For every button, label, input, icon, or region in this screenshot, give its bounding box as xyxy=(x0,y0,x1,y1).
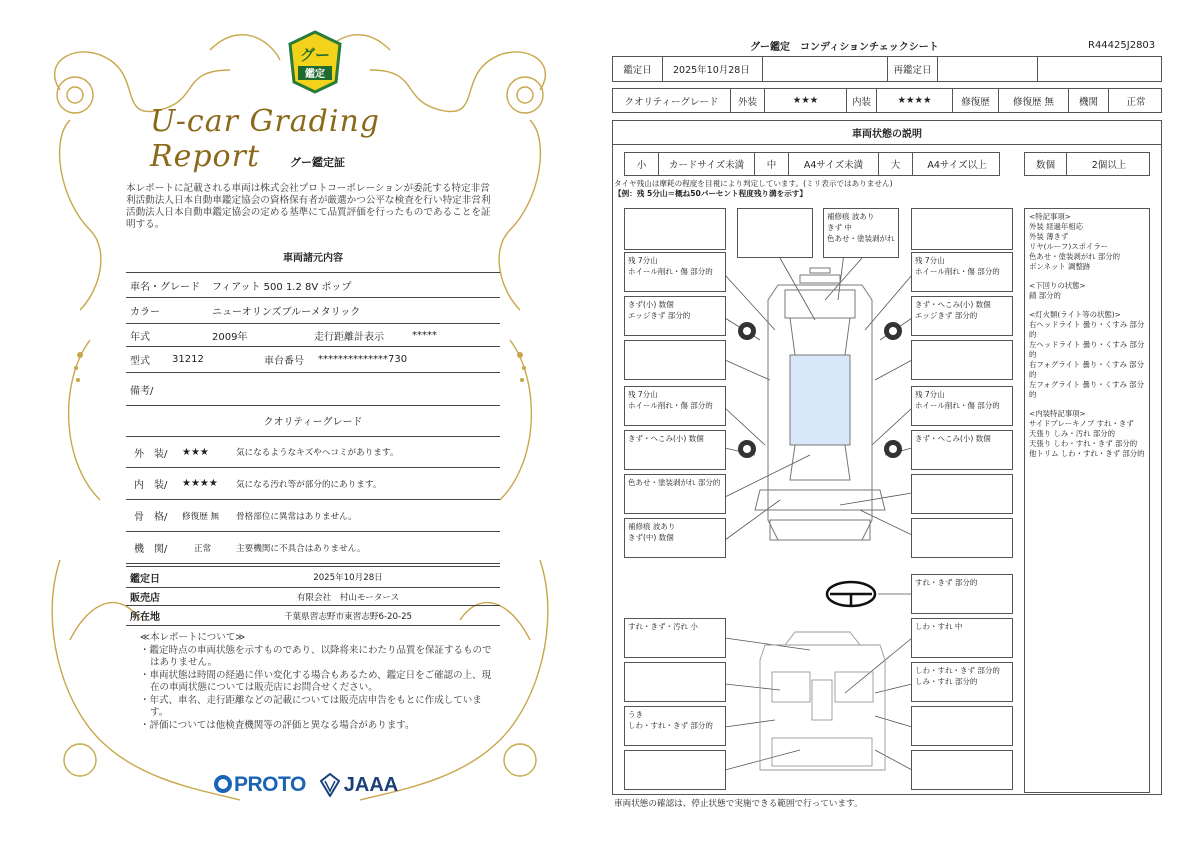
size-small: 小 xyxy=(625,153,659,175)
annotation-box: 残 7分山 ホイール削れ・傷 部分的 xyxy=(624,252,726,292)
date-spacer xyxy=(763,57,888,81)
annotation-box xyxy=(911,340,1013,380)
notes-section: <灯火類(ライト等の状態)> 右ヘッドライト 曇り・くすみ 部分的 左ヘッドライト 曇り・くすみ 部分的 右フォグライト 曇り・くすみ 部分的 左フォグライト 曇り・くすみ 部分的 xyxy=(1029,310,1145,399)
annotation-box: しわ・すれ・きず 部分的 しみ・すれ 部分的 xyxy=(911,662,1013,702)
reappraisal-value xyxy=(938,57,1038,81)
quality-row-interior xyxy=(126,468,500,500)
color-label: カラー xyxy=(130,307,160,318)
annotation-box: 補修痕 波あり きず 中 色あせ・塗装剥がれ xyxy=(823,208,899,258)
footer-note: 車両状態の確認は、停止状態で実施できる範囲で行っています。 xyxy=(614,799,863,809)
annotation-box xyxy=(624,208,726,250)
sheet-title: グー鑑定 コンディションチェックシート xyxy=(750,42,939,53)
shop-value: 有限会社 村山モータース xyxy=(296,592,400,603)
note-item: ・車両状態は時間の経過に伴い変化する場合もあるため、鑑定日をご確認の上、現在の車両状態については販売店にお問合せください。 xyxy=(140,669,492,693)
condition-check-sheet xyxy=(600,0,1200,848)
badge-text-bottom: 鑑定 xyxy=(305,69,325,80)
quality-comment: 骨格部位に異常はありません。 xyxy=(236,511,357,522)
notes-section: <特記事項> 外装 経過年相応 外装 薄きず リヤ(ルーフ)スポイラー 色あせ・塗装剥がれ 部分的 ボンネット 調整跡 xyxy=(1029,212,1121,271)
grade-row xyxy=(612,88,1162,113)
annotation-box xyxy=(911,474,1013,514)
annotation-box xyxy=(624,750,726,790)
tire-note xyxy=(614,179,893,199)
annotation-box: きず・へこみ(小) 数個 xyxy=(911,430,1013,470)
quality-label: 内 装/ xyxy=(134,480,168,491)
report-title: U-car Grading Report xyxy=(150,104,380,174)
certificate-heading: グー鑑定証 xyxy=(290,156,345,169)
date-value: 2025年10月28日 xyxy=(663,57,763,81)
spec-row-remarks xyxy=(126,373,500,406)
annotation-box xyxy=(911,518,1013,558)
condition-heading: 車両状態の説明 xyxy=(613,121,1161,145)
size-legend xyxy=(624,152,1000,176)
tire-note-line: 【例：残 5分山＝概ね50パーセント程度残り溝を示す】 xyxy=(614,189,807,198)
mileage-label: 走行距離計表示 xyxy=(314,331,384,343)
spec-heading: 車両諸元内容 xyxy=(283,253,343,264)
quality-grade: ★★★★ xyxy=(182,478,218,489)
jaaa-logo-icon xyxy=(320,773,340,797)
annotation-box xyxy=(911,208,1013,250)
shop-label: 販売店 xyxy=(130,593,160,604)
note-item: ・年式、車名、走行距離などの記載については販売店申告をもとに作成しています。 xyxy=(140,694,482,718)
tire-note-line: タイヤ残山は摩耗の程度を目視により判定しています。(ミリ表示ではありません) xyxy=(614,179,893,188)
repair-label: 修復歴 xyxy=(953,89,999,112)
year-value: 2009年 xyxy=(212,331,248,343)
size-large: 大 xyxy=(879,153,913,175)
quality-row-exterior xyxy=(126,436,500,468)
annotation-box: すれ・きず・汚れ 小 xyxy=(624,618,726,658)
sheet-id: R44425J2803 xyxy=(1088,40,1156,51)
count-desc: 2個以上 xyxy=(1091,160,1127,171)
count-legend xyxy=(1024,152,1150,176)
quality-row-engine xyxy=(126,532,500,564)
size-medium: 中 xyxy=(755,153,789,175)
type-value: 31212 xyxy=(172,354,204,365)
quality-row-frame xyxy=(126,500,500,532)
annotation-box xyxy=(911,706,1013,746)
quality-grade-heading: クオリティーグレード xyxy=(263,417,363,428)
quality-comment: 気になるようなキズやヘコミがあります。 xyxy=(236,448,399,458)
size-small-desc: カードサイズ未満 xyxy=(659,153,755,175)
repair-value: 修復歴 無 xyxy=(999,89,1069,112)
annotation-box: 色あせ・塗装剥がれ 部分的 xyxy=(624,474,726,514)
badge-text-top: グー xyxy=(299,46,331,64)
annotation-box: うき しわ・すれ・きず 部分的 xyxy=(624,706,726,746)
date-row xyxy=(612,56,1162,82)
annotation-box xyxy=(911,750,1013,790)
footer-logos xyxy=(214,770,414,800)
annotation-box: しわ・すれ 中 xyxy=(911,618,1013,658)
date-label: 鑑定日 xyxy=(613,57,663,81)
remarks-label: 備考/ xyxy=(130,385,154,397)
annotation-box: 残 7分山 ホイール削れ・傷 部分的 xyxy=(624,386,726,426)
notes-section: <内装特記事項> サイドブレーキノブ すれ・きず 天張り しみ・汚れ 部分的 天張り しわ・すれ・きず 部分的 他トリム しわ・すれ・きず 部分的 xyxy=(1029,409,1145,458)
proto-logo: PROTO xyxy=(214,773,306,797)
quality-comment: 気になる汚れ等が部分的にあります。 xyxy=(236,479,382,490)
annotation-box: 残 7分山 ホイール削れ・傷 部分的 xyxy=(911,252,1013,292)
interior-value: ★★★★ xyxy=(877,89,953,112)
grade-label: クオリティーグレード xyxy=(613,89,731,112)
note-item: ・鑑定時点の車両状態を示すものであり、以降将来にわたり品質を保証するものではありません。 xyxy=(140,644,492,668)
reappraisal-label: 再鑑定日 xyxy=(888,57,938,81)
info-row-address xyxy=(126,606,500,626)
note-item: ・評価については他検査機関等の評価と異なる場合があります。 xyxy=(140,719,415,731)
quality-grade: 修復歴 無 xyxy=(182,511,220,522)
report-notes xyxy=(140,632,500,732)
year-label: 年式 xyxy=(130,331,150,343)
proto-logo-icon xyxy=(214,775,232,793)
spec-row-type xyxy=(126,347,500,373)
quality-label: 機 関/ xyxy=(134,544,168,555)
address-value: 千葉県習志野市東習志野6-20-25 xyxy=(283,611,413,622)
engine-label: 機関 xyxy=(1069,89,1109,112)
special-notes-panel xyxy=(1024,208,1150,793)
quality-comment: 主要機関に不具合はありません。 xyxy=(236,543,366,554)
model-label: 車名・グレード xyxy=(130,281,200,293)
count-label: 数個 xyxy=(1025,153,1067,175)
annotation-box: きず・へこみ(小) 数個 xyxy=(624,430,726,470)
interior-label: 内装 xyxy=(847,89,877,112)
annotation-box xyxy=(624,662,726,702)
engine-value: 正常 xyxy=(1126,96,1146,108)
date-label: 鑑定日 xyxy=(130,573,160,585)
goo-kantei-badge xyxy=(286,30,344,94)
quality-label: 外 装/ xyxy=(134,448,168,460)
exterior-label: 外装 xyxy=(731,89,765,112)
mileage-value: ***** xyxy=(412,329,437,341)
quality-label: 骨 格/ xyxy=(134,512,168,523)
annotation-box: 残 7分山 ホイール削れ・傷 部分的 xyxy=(911,386,1013,426)
address-label: 所在地 xyxy=(130,612,160,623)
notes-heading: ≪本レポートについて≫ xyxy=(140,632,246,643)
info-row-shop xyxy=(126,588,500,606)
spec-row-color xyxy=(126,298,500,324)
color-value: ニューオリンズブルーメタリック xyxy=(212,307,361,318)
model-value: フィアット 500 1.2 8V ポップ xyxy=(212,281,352,293)
annotation-box xyxy=(624,340,726,380)
size-large-desc: A4サイズ以上 xyxy=(927,160,987,171)
exterior-value: ★★★ xyxy=(765,89,847,112)
quality-grade: ★★★ xyxy=(182,446,209,458)
annotation-box: すれ・きず 部分的 xyxy=(911,574,1013,614)
type-label: 型式 xyxy=(130,356,150,367)
notes-section: <下回りの状態> 錆 部分的 xyxy=(1029,281,1086,300)
annotation-box: 補修痕 波あり きず(中) 数個 xyxy=(624,518,726,558)
spec-row-model xyxy=(126,272,500,298)
size-medium-desc: A4サイズ未満 xyxy=(789,153,879,175)
jaaa-logo: JAAA xyxy=(320,773,398,797)
reappraisal-spacer xyxy=(1038,57,1163,81)
annotation-box xyxy=(737,208,813,258)
annotation-box: きず(小) 数個 エッジきず 部分的 xyxy=(624,296,726,336)
vin-label: 車台番号 xyxy=(264,356,304,367)
info-row-date xyxy=(126,566,500,588)
vin-value: **************730 xyxy=(318,354,408,365)
quality-grade: 正常 xyxy=(194,543,212,554)
annotation-box: きず・へこみ(小) 数個 エッジきず 部分的 xyxy=(911,296,1013,336)
date-value: 2025年10月28日 xyxy=(313,573,383,583)
spec-row-year xyxy=(126,324,500,347)
certificate-text: 本レポートに記載される車両は株式会社プロトコーポレーションが委託する特定非営利活動法人日本自動車鑑定協会の資格保有者が厳選かつ公平な検査を行い特定非営利活動法人日本自動車鑑定協会の定める基準にて品質評価を行ったものであることを証明する。 xyxy=(126,183,491,230)
